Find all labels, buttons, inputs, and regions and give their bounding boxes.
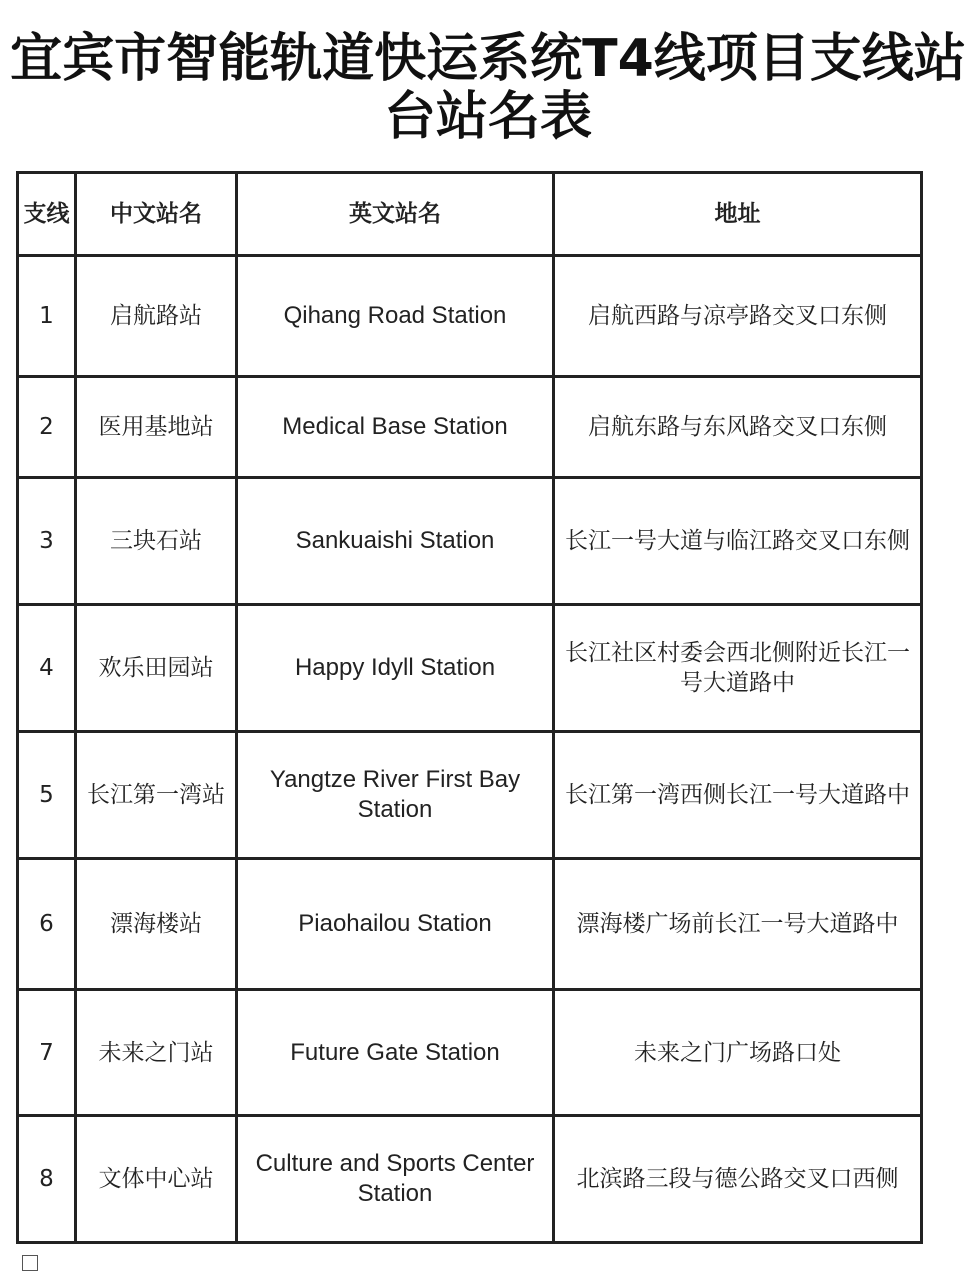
table-row bbox=[18, 732, 922, 859]
cell-chinese-name: 长江第一湾站 bbox=[76, 732, 237, 859]
table-row bbox=[18, 1116, 922, 1243]
cell-english-name: Qihang Road Station bbox=[237, 256, 554, 377]
title-line-1: 宜宾市智能轨道快运系统T4线项目支线站 bbox=[10, 29, 966, 89]
header-address: 地址 bbox=[554, 173, 922, 256]
header-branch: 支线 bbox=[18, 173, 76, 256]
cell-english-name: Piaohailou Station bbox=[237, 859, 554, 990]
cell-address: 未来之门广场路口处 bbox=[554, 990, 922, 1116]
header-chinese-name: 中文站名 bbox=[76, 173, 237, 256]
table-row bbox=[18, 859, 922, 990]
cell-chinese-name: 三块石站 bbox=[76, 478, 237, 605]
title-line-2: 台站名表 bbox=[383, 87, 592, 147]
cell-english-name: Happy Idyll Station bbox=[237, 605, 554, 732]
checkbox-icon bbox=[22, 1255, 38, 1271]
cell-english-name: Medical Base Station bbox=[237, 377, 554, 478]
cell-address: 长江社区村委会西北侧附近长江一号大道路中 bbox=[554, 605, 922, 732]
cell-address: 漂海楼广场前长江一号大道路中 bbox=[554, 859, 922, 990]
cell-number: 6 bbox=[18, 859, 76, 990]
station-table bbox=[16, 171, 923, 1244]
cell-address: 长江一号大道与临江路交叉口东侧 bbox=[554, 478, 922, 605]
cell-english-name: Yangtze River First Bay Station bbox=[237, 732, 554, 859]
table-header-row bbox=[18, 173, 922, 256]
cell-chinese-name: 欢乐田园站 bbox=[76, 605, 237, 732]
cell-chinese-name: 启航路站 bbox=[76, 256, 237, 377]
cell-number: 8 bbox=[18, 1116, 76, 1243]
cell-number: 7 bbox=[18, 990, 76, 1116]
cell-address: 启航西路与凉亭路交叉口东侧 bbox=[554, 256, 922, 377]
cell-address: 启航东路与东风路交叉口东侧 bbox=[554, 377, 922, 478]
cell-number: 3 bbox=[18, 478, 76, 605]
cell-number: 1 bbox=[18, 256, 76, 377]
cell-address: 长江第一湾西侧长江一号大道路中 bbox=[554, 732, 922, 859]
cell-english-name: Sankuaishi Station bbox=[237, 478, 554, 605]
cell-chinese-name: 漂海楼站 bbox=[76, 859, 237, 990]
table-row bbox=[18, 256, 922, 377]
cell-address: 北滨路三段与德公路交叉口西侧 bbox=[554, 1116, 922, 1243]
cell-english-name: Culture and Sports Center Station bbox=[237, 1116, 554, 1243]
cell-chinese-name: 医用基地站 bbox=[76, 377, 237, 478]
table-row bbox=[18, 990, 922, 1116]
cell-number: 4 bbox=[18, 605, 76, 732]
cell-number: 5 bbox=[18, 732, 76, 859]
table-row bbox=[18, 605, 922, 732]
cell-english-name: Future Gate Station bbox=[237, 990, 554, 1116]
table-row bbox=[18, 377, 922, 478]
cell-chinese-name: 未来之门站 bbox=[76, 990, 237, 1116]
header-english-name: 英文站名 bbox=[237, 173, 554, 256]
cell-number: 2 bbox=[18, 377, 76, 478]
cell-chinese-name: 文体中心站 bbox=[76, 1116, 237, 1243]
table-row bbox=[18, 478, 922, 605]
document-title bbox=[0, 30, 976, 146]
